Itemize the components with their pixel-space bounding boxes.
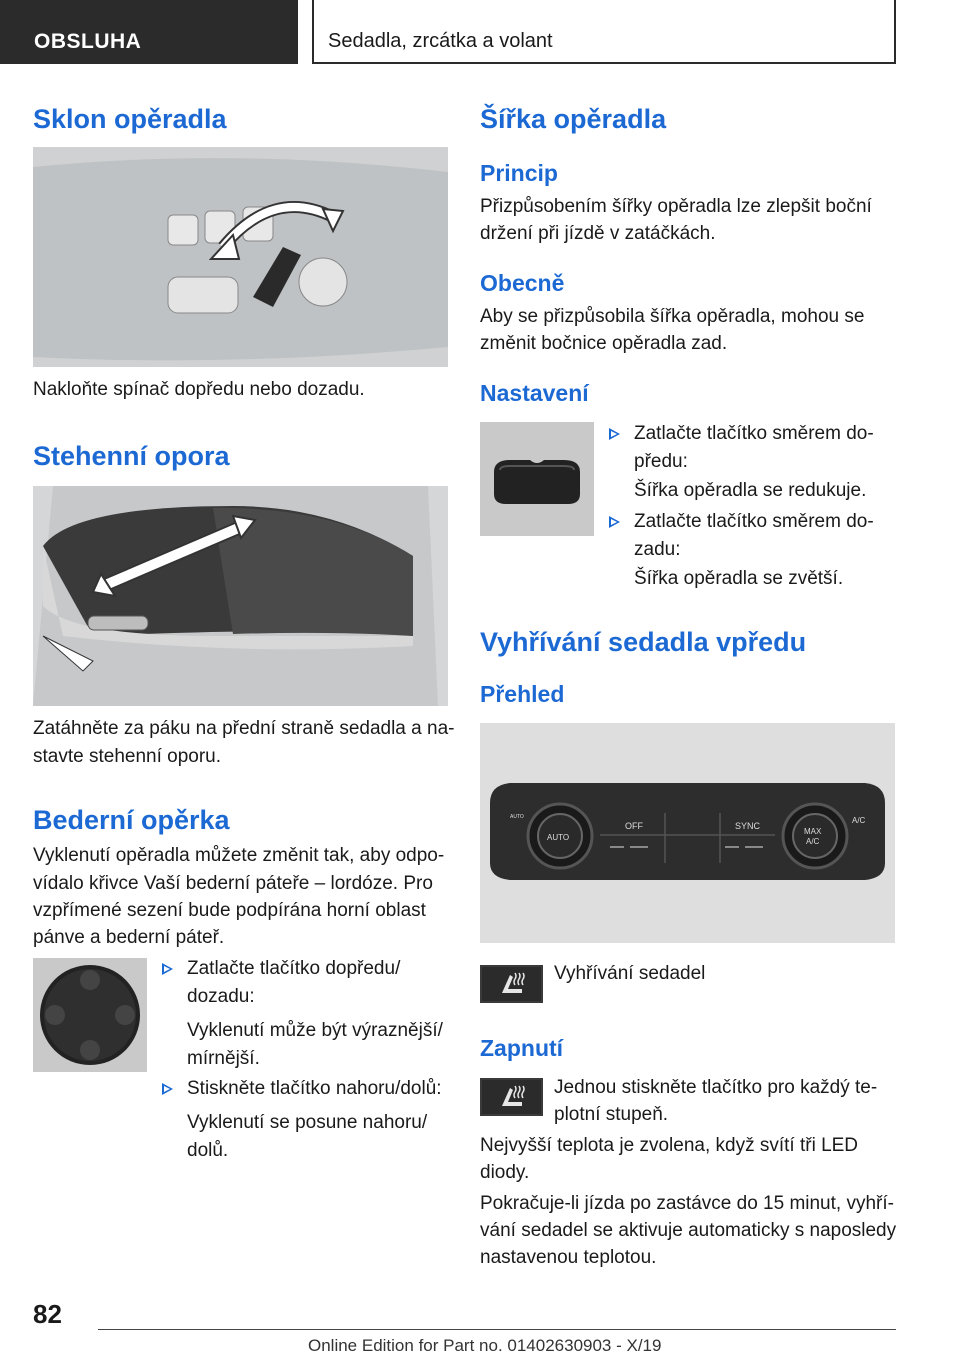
lumbar-b1-r1: Vyklenutí může být výraznější/: [187, 1020, 443, 1041]
panel-auto: AUTO: [547, 833, 570, 842]
panel-ac: A/C: [852, 816, 866, 825]
text-bederni-l3: vzpřímené sezení bude podpírána horní oblast: [33, 900, 426, 921]
seat-heating-caption: Vyhřívání sedadel: [554, 963, 706, 984]
heading-vyhrivani: Vyhřívání sedadla vpředu: [480, 627, 807, 657]
heading-prehled: Přehled: [480, 681, 565, 707]
width-b1-r: Šířka opěradla se redukuje.: [634, 480, 867, 501]
panel-off: OFF: [625, 821, 643, 831]
text-sklon: Nakloňte spínač dopředu nebo dozadu.: [33, 379, 365, 400]
text-p2-l3: nastavenou teplotou.: [480, 1247, 657, 1268]
header-chapter-label: Sedadla, zrcátka a volant: [328, 30, 553, 52]
width-b1-l1: Zatlačte tlačítko směrem do-: [634, 423, 874, 444]
text-obecne-l2: změnit bočnice opěradla zad.: [480, 333, 728, 354]
text-obecne-l1: Aby se přizpůsobila šířka opěradla, mohou se: [480, 306, 865, 327]
image-lumbar-button: [33, 958, 147, 1072]
image-thigh-support: [33, 486, 448, 706]
text-bederni-l2: vídalo křivce Vaší bederní páteře – lordóze. Pro: [33, 873, 433, 894]
footer-divider: [98, 1329, 896, 1330]
header-section-label: OBSLUHA: [34, 30, 142, 53]
lumbar-button-icon: [33, 958, 147, 1072]
text-princip-l2: držení při jízdě v zatáčkách.: [480, 223, 716, 244]
heading-sklon: Sklon opěradla: [33, 104, 227, 134]
text-stehenni-l2: stavte stehenní oporu.: [33, 746, 222, 767]
seat-heating-icon: [480, 965, 543, 1003]
panel-max-ac: A/C: [806, 837, 820, 846]
seat-heating-glyph: [480, 965, 543, 1003]
climate-panel-illustration: [480, 723, 895, 943]
heading-bederni: Bederní opěrka: [33, 805, 230, 835]
text-p1-l1: Nejvyšší teplota je zvolena, když svítí tři LED: [480, 1135, 859, 1156]
heading-sirka: Šířka opěradla: [480, 104, 667, 134]
bullet-marker: [162, 963, 173, 975]
text-p2-l2: vání sedadel se aktivuje automaticky s naposledy: [480, 1220, 897, 1241]
heading-stehenni: Stehenní opora: [33, 441, 230, 471]
panel-auto-small: AUTO: [510, 814, 524, 820]
text-stehenni-l1: Zatáhněte za páku na přední straně sedadla a na-: [33, 718, 455, 739]
header-chapter-tab: [312, 0, 896, 64]
heading-zapnuti: Zapnutí: [480, 1035, 564, 1061]
lumbar-b1-r2: mírnější.: [187, 1048, 260, 1069]
heading-nastaveni: Nastavení: [480, 380, 589, 406]
lumbar-b2-l1: Stiskněte tlačítko nahoru/dolů:: [187, 1078, 442, 1099]
bullet-marker: [609, 516, 620, 528]
text-zapnuti-l2: plotní stupeň.: [554, 1104, 669, 1125]
header-section-tab: [0, 0, 298, 64]
width-b1-l2: předu:: [634, 451, 688, 472]
text-princip-l1: Přizpůsobením šířky opěradla lze zlepšit boční: [480, 196, 872, 217]
text-bederni-l4: pánve a bederní páteř.: [33, 927, 225, 948]
page-number: 82: [33, 1299, 62, 1329]
width-b2-l2: zadu:: [634, 539, 681, 560]
thigh-support-illustration: [33, 486, 448, 706]
text-p1-l2: diody.: [480, 1162, 530, 1183]
seat-heating-icon: [480, 1078, 543, 1116]
image-width-button: [480, 422, 594, 536]
panel-max: MAX: [804, 827, 822, 836]
lumbar-b1-l1: Zatlačte tlačítko dopředu/: [187, 958, 401, 979]
heading-princip: Princip: [480, 160, 558, 186]
lumbar-b2-r2: dolů.: [187, 1140, 229, 1161]
image-seat-switch: [33, 147, 448, 367]
panel-sync: SYNC: [735, 821, 761, 831]
bullet-marker: [609, 428, 620, 440]
text-zapnuti-l1: Jednou stiskněte tlačítko pro každý te-: [554, 1077, 878, 1098]
seat-heating-glyph: [480, 1078, 543, 1116]
seat-switch-illustration: [33, 147, 448, 367]
text-bederni-l1: Vyklenutí opěradla můžete změnit tak, aby odpo-: [33, 845, 445, 866]
width-b2-l1: Zatlačte tlačítko směrem do-: [634, 511, 874, 532]
text-p2-l1: Pokračuje-li jízda po zastávce do 15 minut, vyhří-: [480, 1193, 894, 1214]
width-b2-r: Šířka opěradla se zvětší.: [634, 568, 844, 589]
heading-obecne: Obecně: [480, 270, 565, 296]
lumbar-b2-r1: Vyklenutí se posune nahoru/: [187, 1112, 428, 1133]
footer-edition: Online Edition for Part no. 01402630903 - X/19: [308, 1336, 662, 1355]
width-button-icon: [480, 422, 594, 536]
image-climate-panel: [480, 723, 895, 943]
lumbar-b1-l2: dozadu:: [187, 986, 255, 1007]
bullet-marker: [162, 1083, 173, 1095]
